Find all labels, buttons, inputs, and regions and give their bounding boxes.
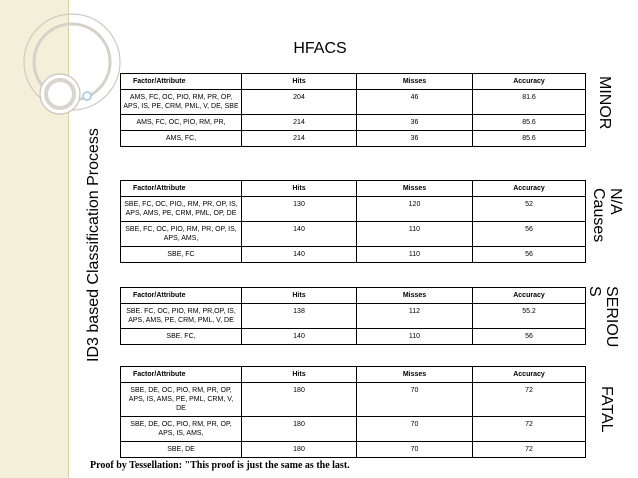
hfacs-table <box>120 366 586 458</box>
hfacs-table <box>120 287 586 345</box>
column-header: Accuracy <box>473 288 586 304</box>
factor-cell: SBE. FC, OC, PIO, RM, PR,OP, IS, APS, AMS, PE, CRM, PML, V, DE <box>121 304 242 329</box>
column-header: Factor/Attribute <box>121 288 242 304</box>
severity-label: N/A Causes <box>590 188 624 243</box>
factor-cell: SBE, DE <box>121 442 242 458</box>
accuracy-cell: 55.2 <box>473 304 586 329</box>
column-header: Hits <box>242 367 357 383</box>
accuracy-cell: 72 <box>473 383 586 417</box>
factor-cell: SBE, DE, OC, PIO, RM, PR, OP, APS, IS, AMS, <box>121 417 242 442</box>
accuracy-cell: 72 <box>473 417 586 442</box>
table-row <box>121 247 586 263</box>
footer-note: Proof by Tessellation: "This proof is just the same as the last. <box>90 460 350 471</box>
accuracy-cell: 72 <box>473 442 586 458</box>
hfacs-table <box>120 73 586 147</box>
left-decorative-panel <box>0 0 68 478</box>
misses-cell: 46 <box>357 90 473 115</box>
table-row <box>121 222 586 247</box>
column-header: Misses <box>357 74 473 90</box>
hits-cell: 214 <box>242 131 357 147</box>
severity-label: MINOR <box>596 76 613 130</box>
column-header: Misses <box>357 367 473 383</box>
column-header: Accuracy <box>473 74 586 90</box>
hits-cell: 140 <box>242 329 357 345</box>
table-row <box>121 90 586 115</box>
page-title: HFACS <box>293 40 347 57</box>
hits-cell: 130 <box>242 197 357 222</box>
column-header: Hits <box>242 288 357 304</box>
hits-cell: 180 <box>242 417 357 442</box>
column-header: Factor/Attribute <box>121 181 242 197</box>
factor-cell: SBE, FC, OC, PIO,, RM, PR, OP, IS, APS, AMS, PE, CRM, PML, OP, DE <box>121 197 242 222</box>
table-row <box>121 304 586 329</box>
misses-cell: 36 <box>357 115 473 131</box>
accuracy-cell: 56 <box>473 222 586 247</box>
misses-cell: 110 <box>357 222 473 247</box>
hits-cell: 180 <box>242 383 357 417</box>
factor-cell: AMS, FC, OC, PIO, RM, PR, <box>121 115 242 131</box>
hits-cell: 214 <box>242 115 357 131</box>
hits-cell: 138 <box>242 304 357 329</box>
misses-cell: 112 <box>357 304 473 329</box>
accuracy-cell: 56 <box>473 247 586 263</box>
table-row <box>121 442 586 458</box>
table-header-row <box>121 181 586 197</box>
panel-divider <box>68 0 69 478</box>
table-header-row <box>121 288 586 304</box>
accuracy-cell: 81.6 <box>473 90 586 115</box>
table-row <box>121 417 586 442</box>
column-header: Accuracy <box>473 367 586 383</box>
accuracy-cell: 56 <box>473 329 586 345</box>
column-header: Factor/Attribute <box>121 367 242 383</box>
hits-cell: 180 <box>242 442 357 458</box>
table-header-row <box>121 367 586 383</box>
accuracy-cell: 85.6 <box>473 131 586 147</box>
factor-cell: SBE. FC, <box>121 329 242 345</box>
factor-cell: SBE, DE, OC, PIO, RM, PR, OP, APS, IS, AMS, PE, PML, CRM, V, DE <box>121 383 242 417</box>
table-header-row <box>121 74 586 90</box>
hits-cell: 204 <box>242 90 357 115</box>
severity-label: FATAL <box>598 386 615 433</box>
side-title <box>80 120 108 370</box>
column-header: Factor/Attribute <box>121 74 242 90</box>
misses-cell: 70 <box>357 417 473 442</box>
side-title-text: ID3 based Classification Process <box>85 128 102 362</box>
table-row <box>121 197 586 222</box>
factor-cell: SBE, FC, OC, PIO, RM, PR, OP, IS, APS, AMS, <box>121 222 242 247</box>
accuracy-cell: 85.6 <box>473 115 586 131</box>
column-header: Misses <box>357 181 473 197</box>
hits-cell: 140 <box>242 222 357 247</box>
table-row <box>121 329 586 345</box>
column-header: Misses <box>357 288 473 304</box>
accuracy-cell: 52 <box>473 197 586 222</box>
hits-cell: 140 <box>242 247 357 263</box>
misses-cell: 36 <box>357 131 473 147</box>
factor-cell: AMS, FC, <box>121 131 242 147</box>
column-header: Hits <box>242 181 357 197</box>
factor-cell: AMS, FC, OC, PIO, RM, PR, OP, APS, IS, PE, CRM, PML, V, DE, SBE <box>121 90 242 115</box>
table-row <box>121 383 586 417</box>
table-row <box>121 115 586 131</box>
hfacs-table <box>120 180 586 263</box>
table-row <box>121 131 586 147</box>
misses-cell: 70 <box>357 442 473 458</box>
misses-cell: 110 <box>357 329 473 345</box>
misses-cell: 120 <box>357 197 473 222</box>
column-header: Hits <box>242 74 357 90</box>
column-header: Accuracy <box>473 181 586 197</box>
misses-cell: 110 <box>357 247 473 263</box>
misses-cell: 70 <box>357 383 473 417</box>
factor-cell: SBE, FC <box>121 247 242 263</box>
severity-label: SERIOU S <box>586 286 620 348</box>
accent-dot <box>83 92 91 100</box>
